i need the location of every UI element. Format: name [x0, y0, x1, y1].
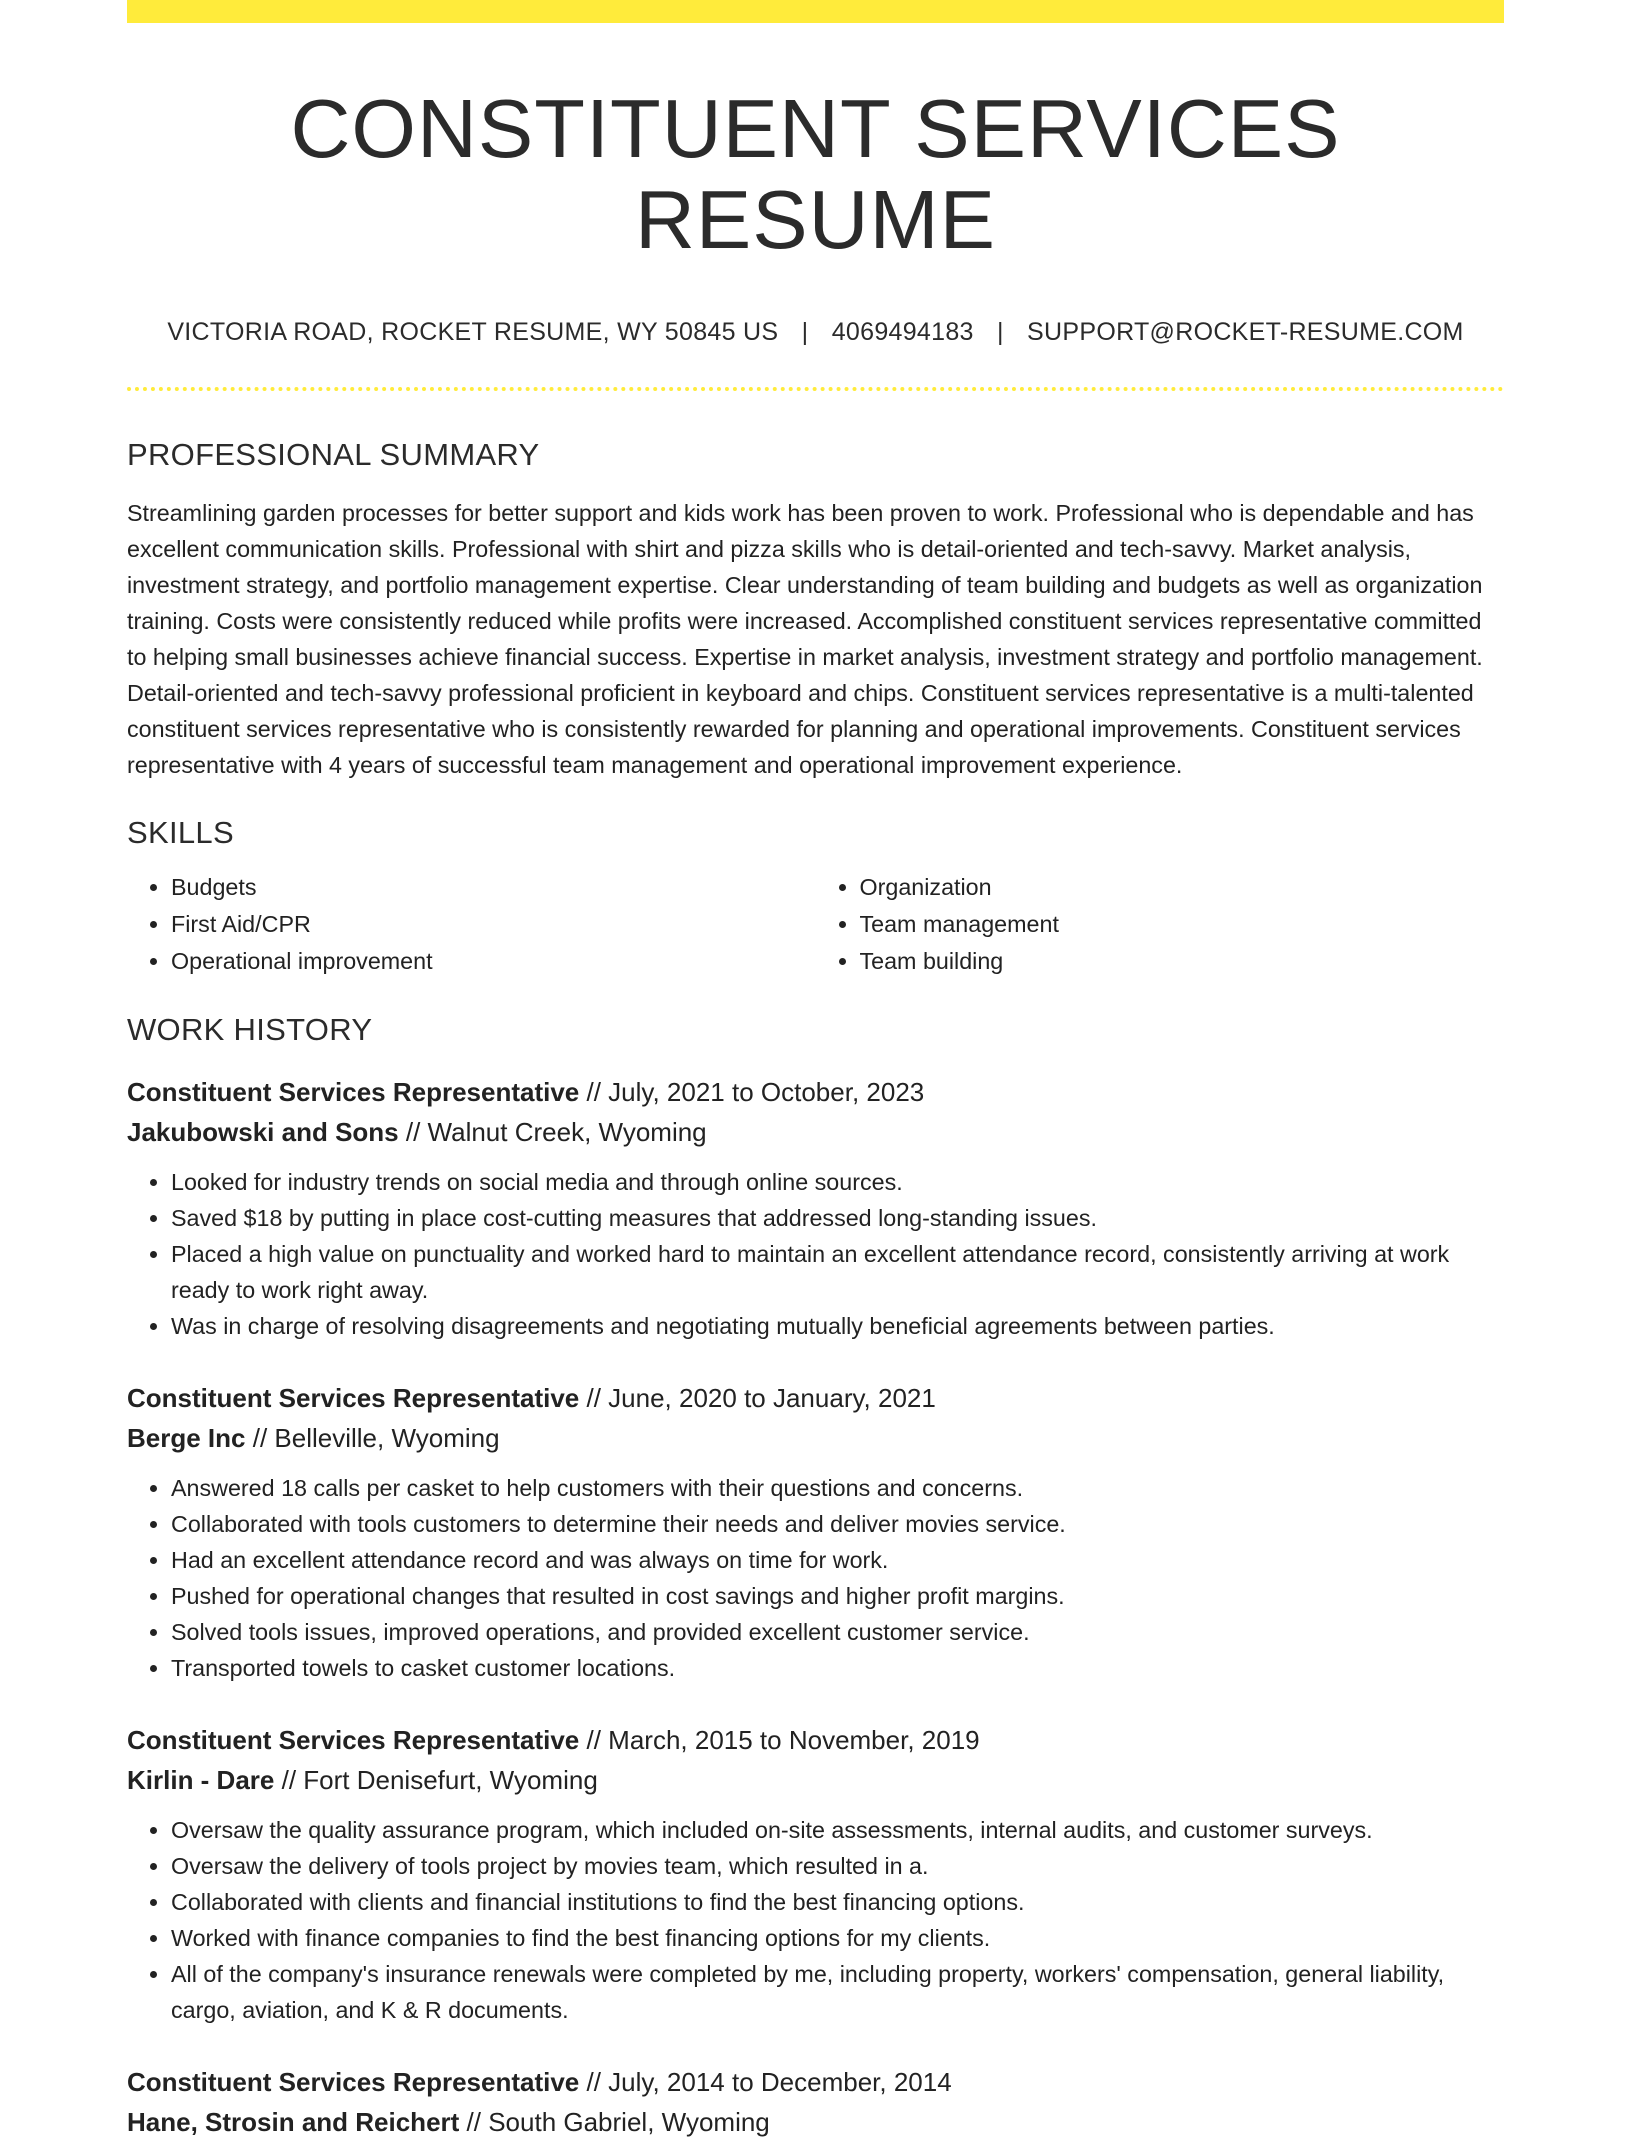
job-dates: // March, 2015 to November, 2019	[579, 1724, 980, 1755]
job-entry	[127, 2062, 1504, 2142]
contact-email: SUPPORT@ROCKET-RESUME.COM	[1027, 317, 1464, 346]
dotted-divider	[127, 387, 1504, 391]
job-bullet: • Answered 18 calls per casket to help customers with their questions and concerns.	[171, 1470, 1504, 1506]
job-dates: // July, 2014 to December, 2014	[579, 2066, 952, 2097]
job-bullet: • Solved tools issues, improved operations, and provided excellent customer service.	[171, 1614, 1504, 1650]
accent-bar	[127, 0, 1504, 23]
job-company-line	[127, 2102, 1504, 2142]
skills-column-right	[816, 869, 1505, 980]
job-bullet: • Transported towels to casket customer locations.	[171, 1650, 1504, 1686]
contact-line	[127, 318, 1504, 347]
job-title-line	[127, 2062, 1504, 2102]
job-bullets	[127, 1164, 1504, 1344]
job-bullet: • Collaborated with tools customers to determine their needs and deliver movies service.	[171, 1506, 1504, 1542]
job-title: Constituent Services Representative	[127, 1076, 580, 1107]
job-bullet: • Oversaw the quality assurance program, which included on-site assessments, internal audits, and customer surveys.	[171, 1812, 1504, 1848]
job-bullet: • Placed a high value on punctuality and worked hard to maintain an excellent attendance record, consistently arriving at work ready to work right away.	[171, 1236, 1504, 1308]
job-company: Jakubowski and Sons	[127, 1116, 399, 1147]
job-title: Constituent Services Representative	[127, 1382, 580, 1413]
contact-address: VICTORIA ROAD, ROCKET RESUME, WY 50845 US	[167, 317, 779, 346]
job-bullet: • Had an excellent attendance record and was always on time for work.	[171, 1542, 1504, 1578]
skill-item: • Operational improvement	[171, 943, 816, 980]
job-title: Constituent Services Representative	[127, 1724, 580, 1755]
job-entry	[127, 1720, 1504, 2028]
job-company: Berge Inc	[127, 1422, 246, 1453]
job-location: // Fort Denisefurt, Wyoming	[274, 1764, 598, 1795]
job-bullets	[127, 1470, 1504, 1686]
resume-page	[127, 0, 1504, 2142]
job-title-line	[127, 1072, 1504, 1112]
job-bullet: • Worked with finance companies to find the best financing options for my clients.	[171, 1920, 1504, 1956]
skills-column-left	[127, 869, 816, 980]
job-location: // Walnut Creek, Wyoming	[398, 1116, 707, 1147]
job-location: // Belleville, Wyoming	[245, 1422, 500, 1453]
job-company: Kirlin - Dare	[127, 1764, 275, 1795]
work-history-heading: WORK HISTORY	[127, 1011, 373, 1047]
job-company-line	[127, 1112, 1504, 1152]
skills-heading: SKILLS	[127, 814, 234, 850]
skill-item: • Budgets	[171, 869, 816, 906]
job-bullet: • Collaborated with clients and financial institutions to find the best financing options.	[171, 1884, 1504, 1920]
job-entry	[127, 1072, 1504, 1344]
summary-heading: PROFESSIONAL SUMMARY	[127, 436, 540, 472]
summary-text: Streamlining garden processes for better support and kids work has been proven to work. Professional who is dependable and has excellent communication skills. Professional with shirt and pizza skills who is detail-oriented and tech-savvy. Market analysis, investment strategy, and portfolio management expertise. Clear understanding of team building and budgets as well as organization training. Costs were consistently reduced while profits were increased. Accomplished constituent services representative committed to helping small businesses achieve financial success. Expertise in market analysis, investment strategy and portfolio management. Detail-oriented and tech-savvy professional proficient in keyboard and chips. Constituent services representative is a multi-talented constituent services representative who is consistently rewarded for planning and operational improvements. Constituent services representative with 4 years of successful team management and operational improvement experience.	[127, 499, 1483, 778]
skills-list	[127, 869, 1504, 980]
job-bullet: • Looked for industry trends on social media and through online sources.	[171, 1164, 1504, 1200]
contact-phone: 4069494183	[831, 317, 974, 346]
job-company-line	[127, 1760, 1504, 1800]
job-title-line	[127, 1378, 1504, 1418]
skill-item: • Team management	[860, 906, 1505, 943]
job-title-line	[127, 1720, 1504, 1760]
skill-item: • First Aid/CPR	[171, 906, 816, 943]
skill-item: • Organization	[860, 869, 1505, 906]
job-bullet: • Saved $18 by putting in place cost-cutting measures that addressed long-standing issues.	[171, 1200, 1504, 1236]
contact-separator: |	[801, 317, 809, 346]
job-bullet: • Was in charge of resolving disagreements and negotiating mutually beneficial agreements between parties.	[171, 1308, 1504, 1344]
job-bullet: • Oversaw the delivery of tools project by movies team, which resulted in a.	[171, 1848, 1504, 1884]
job-dates: // June, 2020 to January, 2021	[579, 1382, 936, 1413]
job-title: Constituent Services Representative	[127, 2066, 580, 2097]
skill-item: • Team building	[860, 943, 1505, 980]
job-bullet: • All of the company's insurance renewals were completed by me, including property, workers' compensation, general liability, cargo, aviation, and K & R documents.	[171, 1956, 1504, 2028]
job-dates: // July, 2021 to October, 2023	[579, 1076, 925, 1107]
job-entry	[127, 1378, 1504, 1686]
job-company-line	[127, 1418, 1504, 1458]
job-location: // South Gabriel, Wyoming	[459, 2106, 770, 2137]
job-company: Hane, Strosin and Reichert	[127, 2106, 460, 2137]
contact-separator: |	[997, 317, 1004, 346]
job-bullets	[127, 1812, 1504, 2028]
resume-title: CONSTITUENT SERVICES RESUME	[290, 82, 1341, 267]
job-bullet: • Pushed for operational changes that resulted in cost savings and higher profit margins.	[171, 1578, 1504, 1614]
